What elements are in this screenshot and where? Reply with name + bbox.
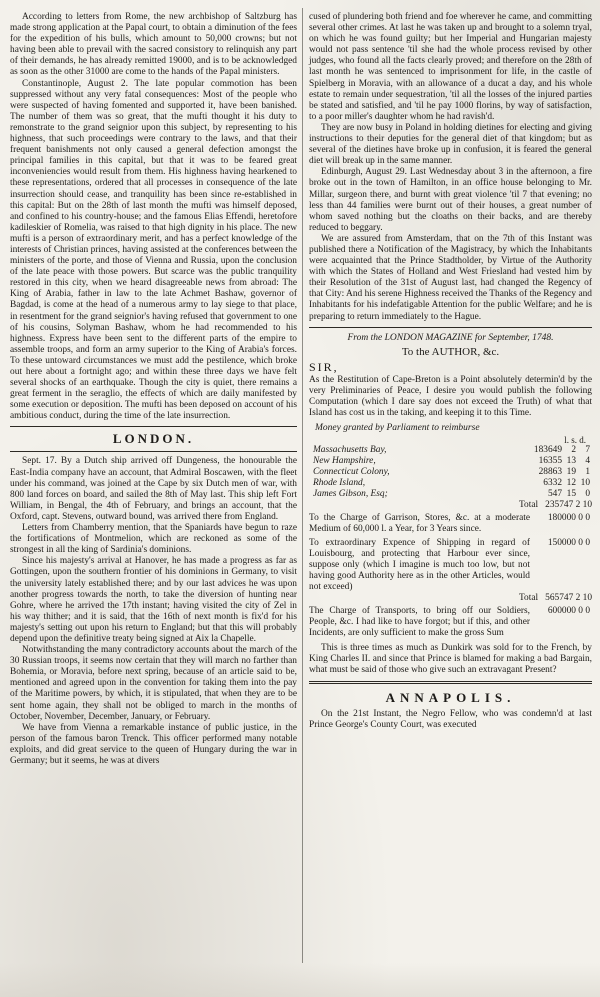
money-table: [309, 445, 592, 500]
section-rule: [309, 327, 592, 328]
money-cell-l: 547: [547, 489, 562, 499]
money-cell-s: 19: [566, 467, 576, 477]
money-cell-name: James Gibson, Esq;: [313, 489, 388, 499]
money-cell-l: 28863: [538, 467, 562, 477]
money-cell-l: 183649: [533, 445, 562, 455]
money-cell-d: 4: [585, 456, 590, 466]
money-row: [309, 456, 592, 467]
money-cell-s: 13: [566, 456, 576, 466]
london-heading: LONDON.: [112, 431, 195, 447]
money-cell-s: 12: [566, 478, 576, 488]
annapolis-heading: ANNAPOLIS.: [385, 690, 516, 706]
article-chamberry: Letters from Chamberry mention, that the Spaniards have begun to raze the fortifications of Montmelion, which are reckoned as some of the strongest in all the king of Sardinia's dominions.: [10, 523, 297, 556]
section-rule: [10, 451, 297, 452]
money-cell-name: Rhode Island,: [313, 478, 366, 488]
article-annapolis: On the 21st Instant, the Negro Fellow, who was condemn'd at last Prince George's County Court, was executed: [309, 709, 592, 731]
article-trenck-cont: cused of plundering both friend and foe wherever he came, and committing several other crimes. At last he was taken up and brought to a solemn tryal, on which he was found guilty; but her Imperial and Hungarian majesty would not pass sentence 'til she had the whole process revised by other judges, who found all the facts clearly proved; and therefore on the 28th of last month he was sentenced to imprisonment for life, in the castle of Spielberg in Moravia, with an allowance of a ducat a day, and his whole estate to remain under sequestration, 'til all the losses of the injured parties be stated and satisfied, and 'til he pay 1000 florins, by way of satisfaction, to a poor miller's daughter whom he had ravish'd.: [309, 12, 592, 122]
money-row: [309, 467, 592, 478]
left-column: [10, 12, 297, 767]
source-line: From the LONDON MAGAZINE for September, 1748.: [347, 332, 554, 343]
salutation: SIR,: [309, 359, 339, 374]
money-cell-name: New Hampshire,: [313, 456, 376, 466]
money-table-units: l. s. d.: [564, 435, 586, 445]
money-table-title: Money granted by Parliament to reimburse: [315, 423, 480, 433]
money-cell-d: 7: [585, 445, 590, 455]
total-row-1: [309, 500, 592, 510]
column-divider: [302, 8, 303, 963]
money-cell-d: 1: [585, 467, 590, 477]
money-cell-name: Connecticut Colony,: [313, 467, 390, 477]
money-cell-l: 6332: [543, 478, 562, 488]
money-cell-s: 2: [571, 445, 576, 455]
money-cell-l: 16355: [538, 456, 562, 466]
article-amsterdam: We are assured from Amsterdam, that on the 7th of this Instant was published there a Notification of the Magistracy, by which the Inhabitants were acquainted that the Prince Stadtholder, by Virtue of the Authority with which the States of Holland and West Friesland had vested him by their Resolution of the 31st of August last, had changed the Regency of that City: And his serene Highness received the Thanks of the Regency and Inhabitants for his indefatigable Attention for the public Welfare; and he is preparing to return immediately to the Hague.: [309, 233, 592, 322]
money-row: [309, 445, 592, 456]
money-row: [309, 489, 592, 500]
article-vienna: We have from Vienna a remarkable instance of public justice, in the person of the famous baron Trenck. This officer performed many notable exploits, and did great service to the queen of Hungary during the war in Germany; but it seems, he was at divers: [10, 722, 297, 766]
article-dunkirk: This is three times as much as Dunkirk was sold for to the French, by King Charles II. and since that Prince is blamed for making a bad Bargain, what must be said of those who give such an extravagant Present?: [309, 643, 592, 676]
page-bottom-shade: [0, 963, 600, 997]
article-hanover: Since his majesty's arrival at Hanover, he has made a progress as far as Gottingen, upon the southern frontier of his dominions in Germany, to visit the university lately established there; and by our last advices he was upon another progress towards the north, to take the diversion of hunting near Gohre, where he arrived the 17th instant; having visited the city of Zel in his way thither; and it is said, that the 16th of next month is fix'd for his majesty's setting out upon his return to England; but that this will probably depend upon the definitive treaty being signed at Aix la Chapelle.: [10, 556, 297, 644]
total-row-2: [309, 593, 592, 603]
section-rule: [309, 681, 592, 684]
section-rule: [10, 426, 297, 427]
article-dungeness: Sept. 17. By a Dutch ship arrived off Dungeness, the honourable the East-India company have an account, that Admiral Boscawen, with the fleet under his command, was joined at the Cape by six Dutch men of war, with 800 land forces on board, and sailed the 8th of May last. This ship left Fort William, in Bengal, the 4th of February, and brings an account, that the Oxford, capt. Stevens, outward bound, was arrived there from England.: [10, 456, 297, 522]
letter-body: As the Restitution of Cape-Breton is a Point absolutely determin'd by the very Preliminaries of Peace, I desire you would publish the following Computation (which I dare say does not exceed the Truth) of what that Island has cost us in the taking, and keeping it to this Time.: [309, 374, 592, 418]
money-cell-d: 0: [585, 489, 590, 499]
to-author-heading: To the AUTHOR, &c.: [401, 345, 500, 358]
article-russian-troops: Notwithstanding the many contradictory accounts about the march of the 30 Russian troops, it seems now certain that they will march no farther than Bohemia, or Moravia, before next spring, because of an article said to be, mentioned and agreed upon in the convention for taking them into the pay of the Maritime powers, by which, it is stipulated, that when they are to be sent home again, they shall not be obliged to march in the months of October, November, December, January, or February.: [10, 645, 297, 722]
article-edinburgh: Edinburgh, August 29. Last Wednesday about 3 in the afternoon, a fire broke out in the town of Hamilton, in an office house belonging to Mr. Millar, surgeon there, and burnt with great violence 'til 7 that evening; no less than 44 families were burnt out of their houses, a great number of whom saved nothing but the cloaths on their backs, and are thereby reduced to beggary.: [309, 167, 592, 233]
money-cell-s: 15: [566, 489, 576, 499]
total-value: 235747 2 10: [545, 500, 592, 510]
right-column: [309, 12, 592, 731]
total-label: Total: [518, 500, 539, 510]
total-value: 565747 2 10: [545, 593, 592, 603]
charge-shipping: To extraordinary Expence of Shipping in regard of Louisbourg, and protecting that Harbour ever since, suppose only (which I imagine is much too low, but not having good Authority here as in the other Articles, would not exceed) 150000 0 0: [309, 538, 590, 592]
charge-transports: The Charge of Transports, to bring off our Soldiers, People, &c. I had like to have forgot; but if this, and other Incidents, are only sufficient to make the gross Sum 600000 0 0: [309, 606, 590, 638]
money-cell-d: 10: [580, 478, 590, 488]
charge-garrison: To the Charge of Garrison, Stores, &c. at a moderate Medium of 60,000 l. a Year, for 3 Years since. 180000 0 0: [309, 513, 590, 534]
article-poland: They are now busy in Poland in holding dietines for electing and giving instructions to their deputies for the general diet of that kingdom; but as several of the dietines have broke up in confusion, it is feared the general diet will break up in the same manner.: [309, 122, 592, 167]
money-cell-name: Massachusetts Bay,: [313, 445, 387, 455]
article-rome: According to letters from Rome, the new archbishop of Saltzburg has made strong application at the Papal court, to obtain a diminution of the fees for the expedition of his bulls, which amount to 50,000 crowns; but not having been able to prevail with the sacred consistory to relinquish any part of their demands, he has already remitted 19000, and is to be acknowledged as soon as the other 31000 are come to the hands of the Papal ministers.: [10, 12, 297, 78]
article-constantinople: Constantinople, August 2. The late popular commotion has been suppressed without any very fatal consequences: Most of the people who were suspected of having fomented and supported it, have been banished. The number of them was so great, that the mufti thought it his duty to remonstrate to the grand seignior upon this subject, by representing to his highness, that such proceedings were contrary to the laws, and that their frequent banishments not only caused a general defection amongst the principal families in this capital, but that it was to be feared great inconveniencies would result from them. His highness having hearkened to these representations, ordered that all processes in consequence of the late insurrection should cease, and tranquility has been since re-established in this capital: But on the 28th of last month the mufti was himself deposed, and confined to his country-house; and the famous Elias Effendi, heretofore kadileskier of Romelia, was raised to that high dignity in his place. The new mufti is a person of extraordinary merit, and has a perfect knowledge of the interests of Christian princes, having assisted at the conferences between the ministers of the porte, and those of Vienna and Russia, upon the conclusion of the late peace with those powers. But scarce was the public tranquility restored in this city, when we heard disagreeable news from abroad: The King of Arabia, father in law to the late Achmet Bashaw, governor of Bagdad, is come at the head of a numerous army to lay siege to that place, in resentment for the grand seignior's having refused that government to one of his cousins, Solyman Bashaw, whom he had recommended to his highness. Express have been sent to the different parts of the empire to assemble troops, and form an army superior to the King of Arabia's forces. To these untoward circumstances we must add the pestilence, which broke out here about a fortnight ago; and within these three days we have felt several shocks of an earthquake. Though the city is quiet, there remains a great ferment in the seraglio, the effects of which are daily manifested by some execution or deposition. The mufti has been deposed on account of his ambitious conduct, during the time of the late insurrection.: [10, 78, 297, 422]
money-row: [309, 478, 592, 489]
total-label: Total: [518, 593, 539, 603]
